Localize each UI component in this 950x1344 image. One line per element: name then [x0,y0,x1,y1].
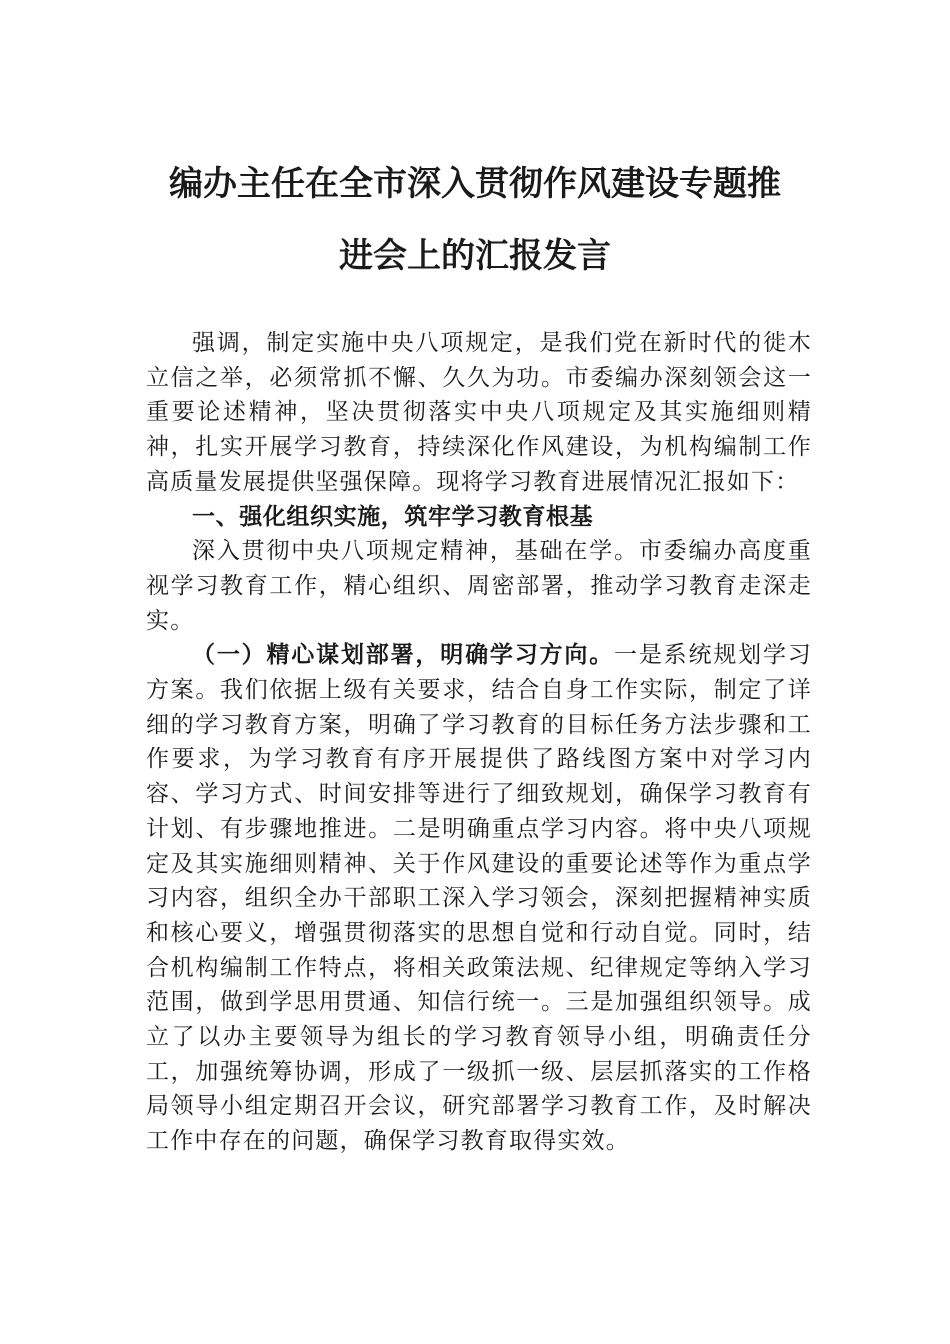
subsection-1-lead: （一）精心谋划部署，明确学习方向。 [192,642,615,669]
intro-paragraph: 强调，制定实施中央八项规定，是我们党在新时代的徙木立信之举，必须常抓不懈、久久为功。市委编办深刻领会这一重要论述精神，坚决贯彻落实中央八项规定及其实施细则精神，扎实开展学习教育，持续深化作风建设，为机构编制工作高质量发展提供坚强保障。现将学习教育进展情况汇报如下： [146,330,812,495]
section-1-heading: 一、强化组织实施，筑牢学习教育根基 [192,503,594,530]
document-title-line-1: 编办主任在全市深入贯彻作风建设专题推 [169,164,781,204]
section-1-paragraph: 深入贯彻中央八项规定精神，基础在学。市委编办高度重视学习教育工作，精心组织、周密部署，推动学习教育走深走实。 [146,538,812,634]
document-body [146,326,812,1159]
document-title-line-2: 进会上的汇报发言 [339,236,611,276]
subsection-1-body: 一是系统规划学习方案。我们依据上级有关要求，结合自身工作实际，制定了详细的学习教育方案，明确了学习教育的目标任务方法步骤和工作要求，为学习教育有序开展提供了路线图方案中对学习内容、学习方式、时间安排等进行了细致规划，确保学习教育有计划、有步骤地推进。二是明确重点学习内容。将中央八项规定及其实施细则精神、关于作风建设的重要论述等作为重点学习内容，组织全办干部职工深入学习领会，深刻把握精神实质和核心要义，增强贯彻落实的思想自觉和行动自觉。同时，结合机构编制工作特点，将相关政策法规、纪律规定等纳入学习范围，做到学思用贯通、知信行统一。三是加强组织领导。成立了以办主要领导为组长的学习教育领导小组，明确责任分工，加强统筹协调，形成了一级抓一级、层层抓落实的工作格局领导小组定期召开会议，研究部署学习教育工作，及时解决工作中存在的问题，确保学习教育取得实效。 [146,642,812,1155]
subsection-1-paragraph [146,638,812,1159]
